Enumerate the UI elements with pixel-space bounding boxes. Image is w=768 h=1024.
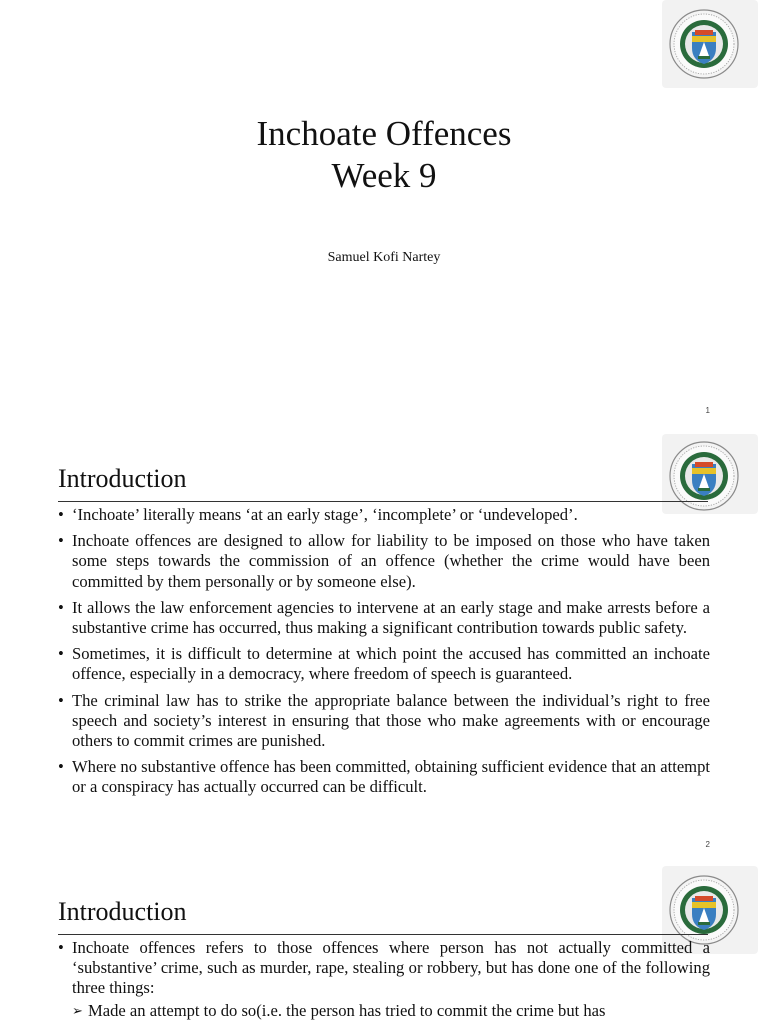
sub-bullet-list	[58, 1001, 710, 1021]
page-number: 1	[705, 406, 710, 415]
heading-divider	[58, 934, 708, 935]
list-item: • The criminal law has to strike the appropriate balance between the individual’s right to free speech and society’s interest in ensuring that those who make agreements with or encourage others to commit crimes are punished.	[58, 691, 710, 752]
author-name: Samuel Kofi Nartey	[327, 250, 441, 265]
list-item: ➢ Made an attempt to do so(i.e. the person has tried to commit the crime but has	[58, 1001, 710, 1021]
page-number: 2	[705, 840, 710, 849]
slide-heading: Introduction	[58, 464, 187, 493]
slide-introduction-1	[0, 432, 768, 864]
list-item: • Inchoate offences refers to those offences where person has not actually committed a ‘substantive’ crime, such as murder, rape, stealing or robbery, but has done one of the following three things:	[58, 938, 710, 999]
list-item: • Sometimes, it is difficult to determine at which point the accused has committed an inchoate offence, especially in a democracy, where freedom of speech is guaranteed.	[58, 644, 710, 684]
slide-title	[0, 0, 768, 432]
heading-divider	[58, 501, 708, 502]
list-item: • Where no substantive offence has been committed, obtaining sufficient evidence that an attempt or a conspiracy has actually occurred can be difficult.	[58, 757, 710, 797]
presentation-title	[0, 113, 768, 197]
slide-introduction-2	[0, 864, 768, 1024]
university-seal-icon	[668, 8, 740, 80]
list-item: • ‘Inchoate’ literally means ‘at an early stage’, ‘incomplete’ or ‘undeveloped’.	[58, 505, 710, 525]
bullet-list	[58, 505, 710, 804]
title-line-2: Week 9	[331, 156, 437, 195]
bullet-list	[58, 938, 710, 1005]
title-line-1: Inchoate Offences	[256, 114, 512, 153]
list-item: • Inchoate offences are designed to allow for liability to be imposed on those who have taken some steps towards the commission of an offence (whether the crime would have been committed by them personally or by someone else).	[58, 531, 710, 592]
university-seal-icon	[668, 874, 740, 946]
slide-heading: Introduction	[58, 897, 187, 926]
list-item: • It allows the law enforcement agencies to intervene at an early stage and make arrests before a substantive crime has occurred, thus making a significant contribution towards public safety.	[58, 598, 710, 638]
